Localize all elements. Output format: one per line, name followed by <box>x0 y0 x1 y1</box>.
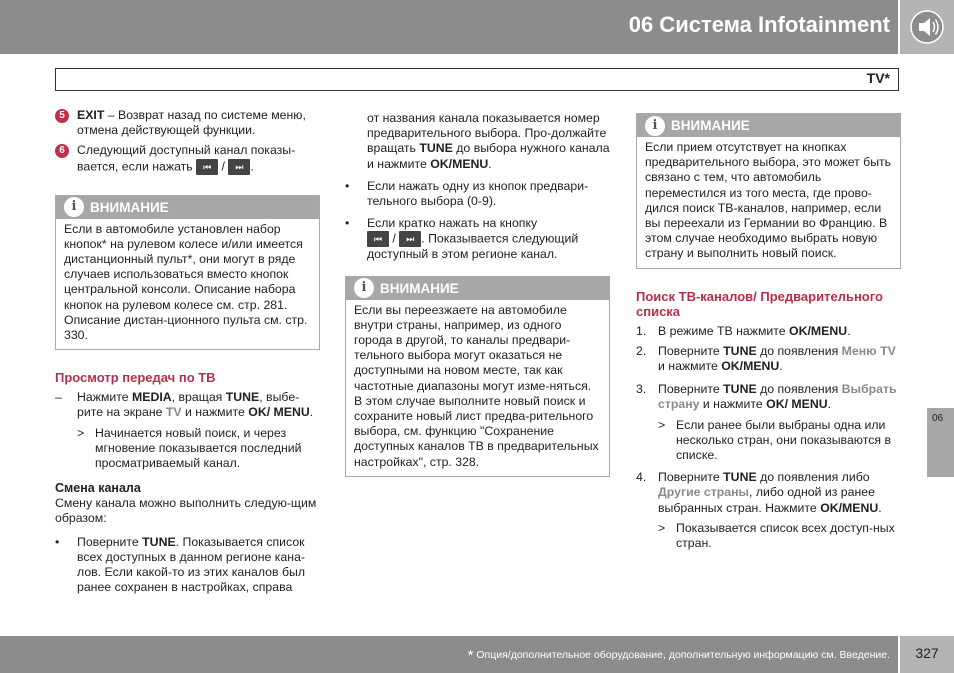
bullet-marker: • <box>345 178 350 193</box>
menu-word: Меню TV <box>841 343 896 358</box>
subsection-heading: Смена канала <box>55 481 141 496</box>
callout-title: ВНИМАНИЕ <box>380 280 459 296</box>
dash-marker: – <box>55 390 62 405</box>
result-text: Показывается список всех доступ-ных стран. <box>676 520 895 551</box>
column-2 <box>345 111 610 477</box>
step-item <box>636 382 901 412</box>
result-marker: > <box>658 417 666 432</box>
result-marker: > <box>77 425 85 440</box>
menu-word: Другие страны <box>658 485 750 500</box>
chapter-side-tab <box>927 408 954 477</box>
warning-callout <box>345 276 610 477</box>
list-item <box>55 390 320 420</box>
warning-callout <box>636 113 901 269</box>
next-button-icon: ⏭ <box>399 231 421 247</box>
key-exit: EXIT <box>77 108 105 122</box>
step-text: В режиме ТВ нажмите OK/MENU. <box>658 323 851 338</box>
number-badge: 5 <box>55 109 69 123</box>
list-item <box>55 143 320 174</box>
key-tune: TUNE <box>225 390 260 405</box>
item-description: – Возврат назад по системе меню, отмена действующей функции. <box>77 108 306 138</box>
key-ok-menu: OK/ MENU <box>248 405 310 420</box>
step-text: Поверните TUNE до появления либо Другие страны, либо одной из ранее выбранных стран. Нажмите OK/MENU. <box>658 470 882 515</box>
column-3 <box>636 113 901 551</box>
step-item <box>636 344 901 374</box>
result-item <box>55 426 320 472</box>
page-footer <box>0 636 898 673</box>
info-icon: i <box>645 116 665 136</box>
separator: / <box>218 158 229 173</box>
result-item <box>636 521 901 551</box>
page-header <box>0 0 898 54</box>
asterisk: * <box>467 647 474 664</box>
item-text: Если нажать одну из кнопок предвари-тельного выбора (0-9). <box>367 178 589 209</box>
callout-header <box>56 196 319 219</box>
callout-body: Если вы переезжаете на автомобиле внутри страны, например, из одного города в другой, то каналы предвари-тельного выбора могут оказаться не доступными на новом месте, так как частотные диапазоны могут изме-няться. В этом случае выполните новый поиск и сохраните новый лист предва-рительного выбора, см. функцию "Сохранение доступных каналов ТВ в предварительных настройках", стр. 328. <box>354 302 599 469</box>
step-text: Поверните TUNE до появления Выбрать страну и нажмите OK/ MENU. <box>658 382 897 412</box>
info-icon: i <box>354 278 374 298</box>
section-bar <box>55 68 899 91</box>
key-media: MEDIA <box>132 390 172 405</box>
key-ok-menu: OK/MENU <box>721 359 780 374</box>
speaker-icon-box <box>900 0 954 54</box>
step-item <box>636 470 901 516</box>
result-text: Начинается новый поиск, и через мгновение показывается последний просматриваемый канал. <box>95 425 302 471</box>
callout-body: Если прием отсутствует на кнопках предварительного выбора, это может быть связано с тем, что автомобиль переместился из того места, где прово-дился поиск ТВ-каналов, например, если вы переехали из Германии во Францию. В этом случае необходимо выбрать новую страну и выполнить новый поиск. <box>645 140 892 261</box>
result-item <box>636 418 901 464</box>
key-tune: TUNE <box>723 382 757 397</box>
step-number: 3. <box>636 382 647 397</box>
prev-button-icon: ⏮ <box>196 159 218 175</box>
key-ok-menu: OK/ MENU <box>766 397 828 412</box>
paragraph: от названия канала показывается номер предварительного выбора. Про-должайте вращать TUNE до выбора нужного канала и нажмите OK/MENU. <box>367 111 610 171</box>
list-item <box>55 535 320 596</box>
bullet-marker: • <box>55 534 60 549</box>
callout-title: ВНИМАНИЕ <box>90 199 169 215</box>
callout-header <box>346 277 609 300</box>
key-tune: TUNE <box>142 534 176 549</box>
item-text: Поверните TUNE. Показывается список всех доступных в данном регионе кана-лов. Если какой-то из этих каналов был ранее сохранен в настройках, справа <box>77 534 306 595</box>
number-badge: 6 <box>55 144 69 158</box>
section-label: TV* <box>866 70 890 86</box>
info-icon: i <box>64 197 84 217</box>
item-text: Если кратко нажать на кнопку ⏮ / ⏭ . Показывается следующий доступный в этом регионе канал. <box>367 216 579 262</box>
menu-word: TV <box>165 405 182 420</box>
warning-callout <box>55 195 320 351</box>
page-number-box <box>900 636 954 673</box>
item-text <box>77 143 320 174</box>
period: . <box>250 158 254 173</box>
speaker-icon <box>900 0 954 54</box>
column-1 <box>55 108 320 595</box>
paragraph: Смену канала можно выполнить следую-щим образом: <box>55 496 317 526</box>
callout-title: ВНИМАНИЕ <box>671 117 750 133</box>
list-item <box>345 179 610 209</box>
list-item <box>55 108 320 138</box>
result-marker: > <box>658 520 666 535</box>
key-ok-menu: OK/MENU <box>789 323 848 338</box>
key-tune: TUNE <box>419 141 453 156</box>
callout-header <box>637 114 900 137</box>
side-tab-label: 06 <box>932 413 944 424</box>
section-heading: Поиск ТВ-каналов/ Предварительного списка <box>636 288 883 319</box>
key-ok-menu: OK/MENU <box>820 500 879 515</box>
footer-note-text: Опция/дополнительное оборудование, дополнительную информацию см. Введение. <box>476 649 890 661</box>
step-number: 2. <box>636 343 647 358</box>
chapter-title: 06 Система Infotainment <box>628 12 890 37</box>
item-text <box>77 108 320 138</box>
footer-note <box>468 647 890 664</box>
step-number: 4. <box>636 470 647 485</box>
section-heading: Просмотр передач по ТВ <box>55 370 216 386</box>
item-text: Нажмите MEDIA, вращая TUNE, выбе-рите на экране TV и нажмите OK/ MENU. <box>77 390 314 420</box>
bullet-marker: • <box>345 216 350 231</box>
list-item <box>345 216 610 262</box>
step-text: Поверните TUNE до появления Меню TV и нажмите OK/MENU. <box>658 343 896 374</box>
next-button-icon: ⏭ <box>228 159 250 175</box>
result-text: Если ранее были выбраны одна или несколько стран, они показываются в списке. <box>676 417 891 463</box>
prev-button-icon: ⏮ <box>367 231 389 247</box>
key-tune: TUNE <box>723 343 757 358</box>
step-item <box>636 324 901 339</box>
key-tune: TUNE <box>723 470 757 485</box>
page-number: 327 <box>915 645 939 661</box>
key-ok-menu: OK/MENU <box>430 156 489 171</box>
item-description: Следующий доступный канал показы-вается, если нажать <box>77 143 296 173</box>
callout-body: Если в автомобиле установлен набор кнопок* на рулевом колесе и/или имеется дистанционный пульт*, они могут в ряде случаев использоваться вместо кнопок центральной консоли. Описание набора кнопок на рулевом колесе см. стр. 281. Описание дистан-ционного пульта см. стр. 330. <box>64 221 308 343</box>
menu-word: Выбрать страну <box>658 382 897 412</box>
step-number: 1. <box>636 323 647 338</box>
